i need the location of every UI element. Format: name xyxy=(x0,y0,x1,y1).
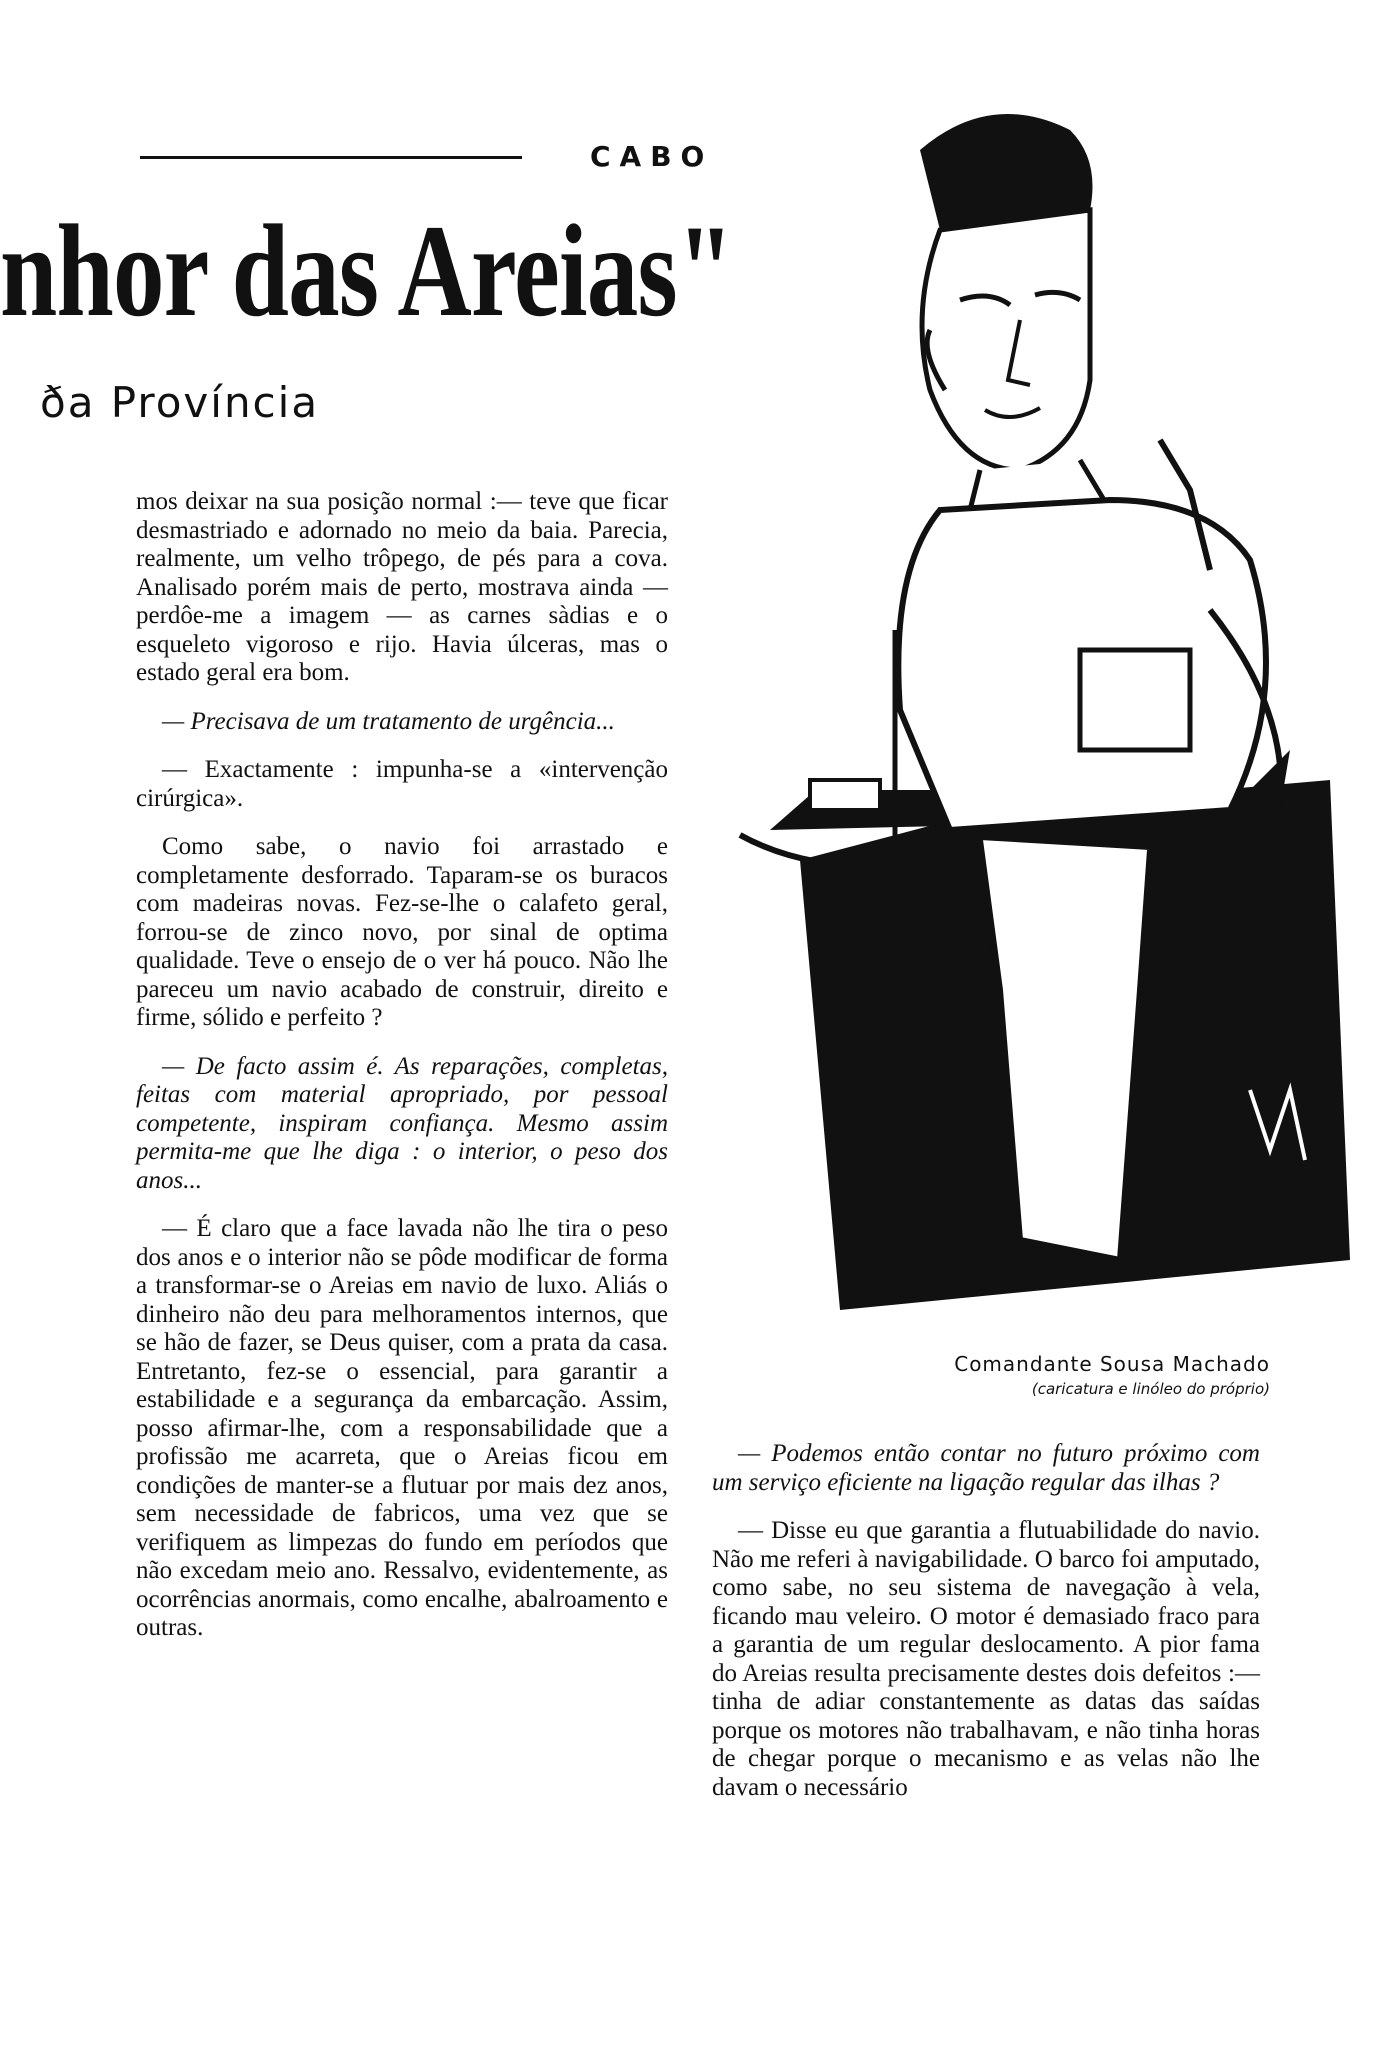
caption-name: Comandante Sousa Machado xyxy=(954,1352,1270,1376)
subtitle: ða Província xyxy=(40,378,320,427)
caption-credit: (caricatura e linóleo do próprio) xyxy=(1031,1380,1270,1398)
caricature-illustration xyxy=(690,90,1392,1330)
section-label: CABO xyxy=(590,140,714,173)
illustration-caption xyxy=(850,1352,1270,1398)
paragraph: — Exactamente : impunha-se a «intervenção cirúrgica». xyxy=(136,756,668,812)
paragraph: Como sabe, o navio foi arrastado e completamente desforrado. Taparam-se os buracos com madeiras novas. Fez-se-lhe o calafeto geral, forrou-se de zinco novo, por sinal de optima qualidade. Teve o ensejo de o ver há pouco. Não lhe pareceu um navio acabado de construir, direito e firme, sólido e perfeito ? xyxy=(136,833,668,1031)
paragraph: — É claro que a face lavada não lhe tira o peso dos anos e o interior não se pôde modificar de forma a transformar-se o Areias em navio de luxo. Aliás o dinheiro não deu para melhoramentos internos, que se hão de fazer, se Deus quiser, com a prata da casa. Entretanto, fez-se o essencial, para garantir a estabilidade e a segurança da embarcação. Assim, posso afirmar-lhe, com a responsabilidade que a profissão me acarreta, que o Areias ficou em condições de manter-se a flutuar por mais dez anos, sem necessidade de fabricos, uma vez que se verifiquem as limpezas do fundo em períodos que não excedam meio ano. Ressalvo, evidentemente, as ocorrências anormais, como encalhe, abalroamento e outras. xyxy=(136,1215,668,1641)
paragraph: mos deixar na sua posição normal :— teve que ficar desmastriado e adornado no meio da baia. Parecia, realmente, um velho trôpego, de pés para a cova. Analisado porém mais de perto, mostrava ainda — perdôe-me a imagem — as carnes sàdias e o esqueleto vigoroso e rijo. Havia úlceras, mas o estado geral era bom. xyxy=(136,488,668,686)
paragraph-question: — Precisava de um tratamento de urgência... xyxy=(162,707,615,735)
left-column xyxy=(136,488,668,1663)
paragraph: — Disse eu que garantia a flutuabilidade do navio. Não me referi à navigabilidade. O barco foi amputado, como sabe, no seu sistema de navegação à vela, ficando mau veleiro. O motor é demasiado fraco para a garantia de um regular deslocamento. A pior fama do Areias resulta precisamente destes dois defeitos :—tinha de adiar constantemente as datas das saídas porque os motores não trabalhavam, e não tinha horas de chegar porque o mecanismo e as velas não lhe davam o necessário xyxy=(712,1517,1260,1801)
headline: nhor das Areias" xyxy=(0,197,734,344)
paragraph-question: — Podemos então contar no futuro próximo com um serviço eficiente na ligação regular das ilhas ? xyxy=(712,1440,1260,1496)
right-column xyxy=(712,1440,1260,1822)
header-rule xyxy=(140,156,522,159)
paragraph-question: — De facto assim é. As reparações, completas, feitas com material apropriado, por pessoal competente, inspiram confiança. Mesmo assim permita-me que lhe diga : o interior, o peso dos anos... xyxy=(136,1052,668,1194)
